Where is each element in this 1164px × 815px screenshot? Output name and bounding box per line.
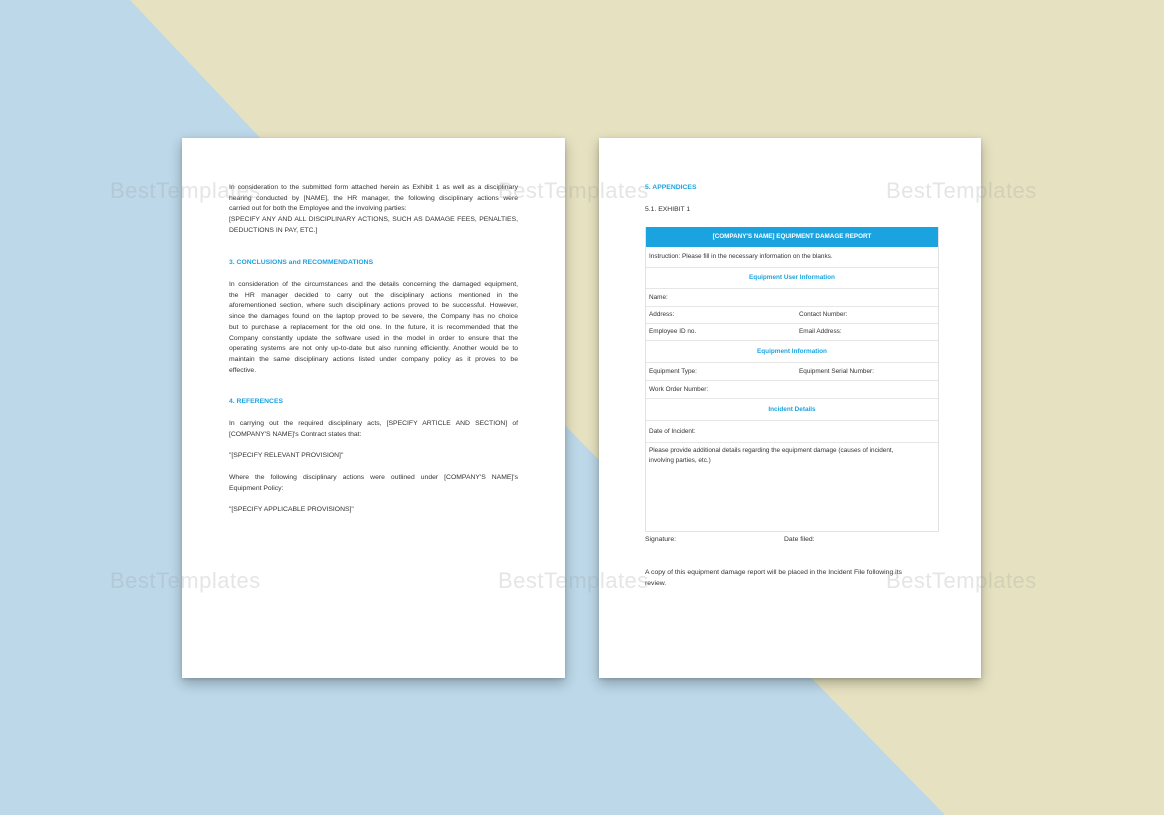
table-row [646, 323, 938, 340]
section-heading-conclusions: 3. CONCLUSIONS and RECOMMENDATIONS [229, 259, 374, 266]
document-page-right [599, 138, 981, 678]
paragraph-conclusions [229, 280, 518, 376]
text-line: In consideration of the circumstances and the details concerning the damaged equipment, [229, 281, 518, 288]
text-line: hearing conducted by [NAME], the HR manager, the following disciplinary actions were [229, 194, 518, 202]
document-page-left [182, 138, 565, 678]
quote-relevant-provision: "[SPECIFY RELEVANT PROVISION]" [229, 452, 344, 459]
text-line: Company constantly update the software used in the model in order to ensure that the [229, 334, 518, 342]
address-field-label[interactable]: Address: [649, 311, 675, 318]
details-prompt-line: Please provide additional details regarding the equipment damage (causes of incident, [649, 447, 894, 454]
text-line: effective. [229, 366, 257, 374]
table-row [646, 398, 938, 420]
instruction-text: Instruction: Please fill in the necessary information on the blanks. [649, 253, 833, 260]
text-line: the HR manager decided to carry out the disciplinary actions mentioned in the [229, 291, 518, 299]
section-title-incident-details: Incident Details [768, 406, 816, 413]
text-line: operating systems are not only up-to-date but also running efficiently. Another would be to [229, 345, 518, 353]
equipment-damage-report-table [645, 227, 939, 532]
quote-applicable-provisions: "[SPECIFY APPLICABLE PROVISIONS]" [229, 506, 354, 513]
watermark: BestTemplates [886, 568, 1037, 593]
details-textarea[interactable] [646, 442, 938, 531]
watermark: BestTemplates [498, 178, 649, 203]
text-line: Equipment Policy: [229, 484, 284, 492]
watermark: BestTemplates [110, 568, 261, 593]
watermark: BestTemplates [110, 178, 261, 203]
paragraph-disciplinary-actions [229, 183, 518, 237]
date-of-incident-field-label[interactable]: Date of Incident: [649, 428, 696, 435]
table-row [646, 247, 938, 267]
text-line: since the damages found on the laptop proved to be severe, the Company has no choice [229, 313, 518, 321]
text-line: Where the following disciplinary actions were outlined under [COMPANY'S NAME]'s [229, 474, 518, 481]
equipment-type-field-label[interactable]: Equipment Type: [649, 368, 697, 375]
signature-label: Signature: [645, 536, 676, 543]
text-line: aforementioned section, where such disciplinary actions proved to be successful. However, [229, 302, 518, 310]
text-line: [SPECIFY ANY AND ALL DISCIPLINARY ACTIONS, SUCH AS DAMAGE FEES, PENALTIES, [229, 216, 518, 224]
table-row [646, 288, 938, 306]
work-order-field-label[interactable]: Work Order Number: [649, 386, 709, 393]
text-line: A copy of this equipment damage report will be placed in the Incident File following its [645, 569, 902, 576]
watermark: BestTemplates [886, 178, 1037, 203]
text-line: maintain the same disciplinary actions listed under company policy as it proves to be [229, 355, 518, 363]
serial-number-field-label[interactable]: Equipment Serial Number: [799, 368, 874, 375]
email-field-label[interactable]: Email Address: [799, 328, 842, 335]
section-heading-appendices: 5. APPENDICES [645, 184, 697, 191]
report-title: [COMPANY'S NAME] EQUIPMENT DAMAGE REPORT [646, 227, 938, 247]
paragraph-references [229, 419, 518, 440]
section-title-user-info: Equipment User Information [749, 274, 835, 281]
text-line: review. [645, 579, 667, 587]
paragraph-equipment-policy [229, 473, 518, 494]
contact-number-field-label[interactable]: Contact Number: [799, 311, 848, 318]
date-filed-label: Date filed: [784, 536, 815, 543]
table-row [646, 306, 938, 323]
name-field-label[interactable]: Name: [649, 294, 668, 301]
table-row [646, 340, 938, 362]
text-line: but to purchase a replacement for the old one. In the future, it is recommended that the [229, 323, 518, 331]
section-heading-references: 4. REFERENCES [229, 398, 284, 405]
footer-note [645, 568, 945, 589]
table-row [646, 420, 938, 442]
text-line: In consideration to the submitted form attached herein as Exhibit 1 as well as a disciplinary [229, 184, 518, 191]
text-line: In carrying out the required disciplinary acts, [SPECIFY ARTICLE AND SECTION] of [229, 420, 518, 427]
section-title-equipment-info: Equipment Information [757, 348, 827, 355]
table-row [646, 267, 938, 288]
text-line: [COMPANY'S NAME]'s Contract states that: [229, 430, 362, 438]
details-prompt-line: involving parties, etc.) [649, 456, 711, 464]
text-line: carried out for both the Employee and the involving parties: [229, 205, 407, 213]
employee-id-field-label[interactable]: Employee ID no. [649, 328, 697, 335]
table-row [646, 362, 938, 380]
exhibit-label: 5.1. EXHIBIT 1 [645, 206, 691, 213]
table-row [646, 380, 938, 398]
watermark: BestTemplates [498, 568, 649, 593]
text-line: DEDUCTIONS IN PAY, ETC.] [229, 226, 318, 234]
